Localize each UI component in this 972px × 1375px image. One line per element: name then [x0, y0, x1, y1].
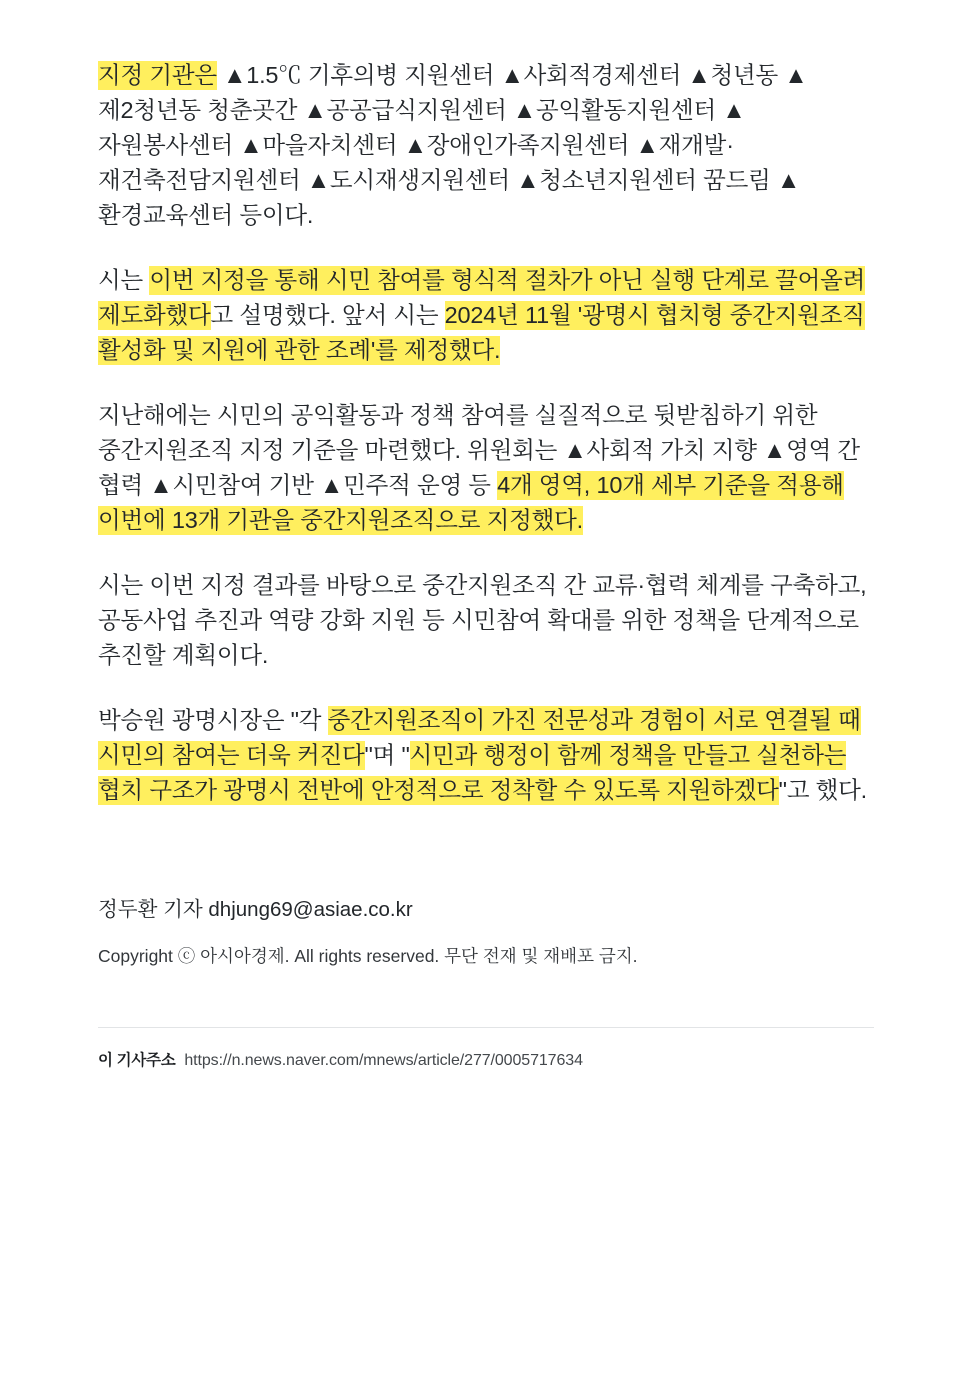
body-text: "고 했다. [778, 777, 867, 803]
body-text: 박승원 광명시장은 "각 [98, 707, 328, 733]
body-text: 고 설명했다. 앞서 시는 [210, 302, 445, 328]
body-text: ▲1.5℃ 기후의병 지원센터 ▲사회적경제센터 ▲청년동 ▲제2청년동 청춘곳간 ▲공공급식지원센터 ▲공익활동지원센터 ▲자원봉사센터 ▲마을자치센터 ▲장애인가족지원센터 ▲재개발·재건축전담지원센터 ▲도시재생지원센터 ▲청소년지원센터 꿈드림 ▲환경교육센터 등이다. [98, 62, 808, 228]
article-body [98, 58, 874, 970]
highlighted-text: 이번 지정을 통해 시민 참여를 형식적 절차가 아닌 실행 단계로 끌어올려 제도화했다 [98, 267, 866, 328]
copyright-notice: Copyright ⓒ 아시아경제. All rights reserved. 무단 전재 및 재배포 금지. [98, 946, 638, 966]
article-source-url[interactable]: https://n.news.naver.com/mnews/article/277/0005717634 [184, 1052, 583, 1069]
paragraph-future-plan [98, 568, 874, 673]
body-text: 지난해에는 시민의 공익활동과 정책 참여를 실질적으로 뒷받침하기 위한 중간지원조직 지정 기준을 마련했다. 위원회는 ▲사회적 가치 지향 ▲영역 간 협력 ▲시민참여 기반 ▲민주적 운영 등 [98, 402, 860, 498]
highlighted-text: 중간지원조직이 가진 전문성과 경험이 서로 연결될 때 시민의 참여는 더욱 커진다 [98, 707, 861, 768]
highlighted-text: 시민과 행정이 함께 정책을 만들고 실천하는 협치 구조가 광명시 전반에 안정적으로 정착할 수 있도록 지원하겠다 [98, 742, 847, 803]
paragraph-criteria [98, 398, 874, 538]
body-text: 시는 이번 지정 결과를 바탕으로 중간지원조직 간 교류·협력 체계를 구축하고, 공동사업 추진과 역량 강화 지원 등 시민참여 확대를 위한 정책을 단계적으로 추진할 계획이다. [98, 572, 867, 668]
highlighted-text: 4개 영역, 10개 세부 기준을 적용해 이번에 13개 기관을 중간지원조직으로 지정했다. [98, 472, 844, 533]
highlighted-text: 지정 기관은 [98, 62, 217, 88]
paragraph-mayor-quote [98, 703, 874, 808]
body-text: "며 " [364, 742, 410, 768]
article-source [98, 1048, 888, 1070]
paragraph-city-explanation [98, 263, 874, 368]
highlighted-text: 2024년 11월 '광명시 협치형 중간지원조직 활성화 및 지원에 관한 조례'를 제정했다. [98, 302, 865, 363]
body-text: 시는 [98, 267, 150, 293]
section-divider [98, 1027, 874, 1028]
paragraph-designated-institutions [98, 58, 874, 233]
reporter-byline: 정두환 기자 dhjung69@asiae.co.kr [98, 898, 413, 921]
article-source-label: 이 기사주소 [98, 1052, 176, 1069]
